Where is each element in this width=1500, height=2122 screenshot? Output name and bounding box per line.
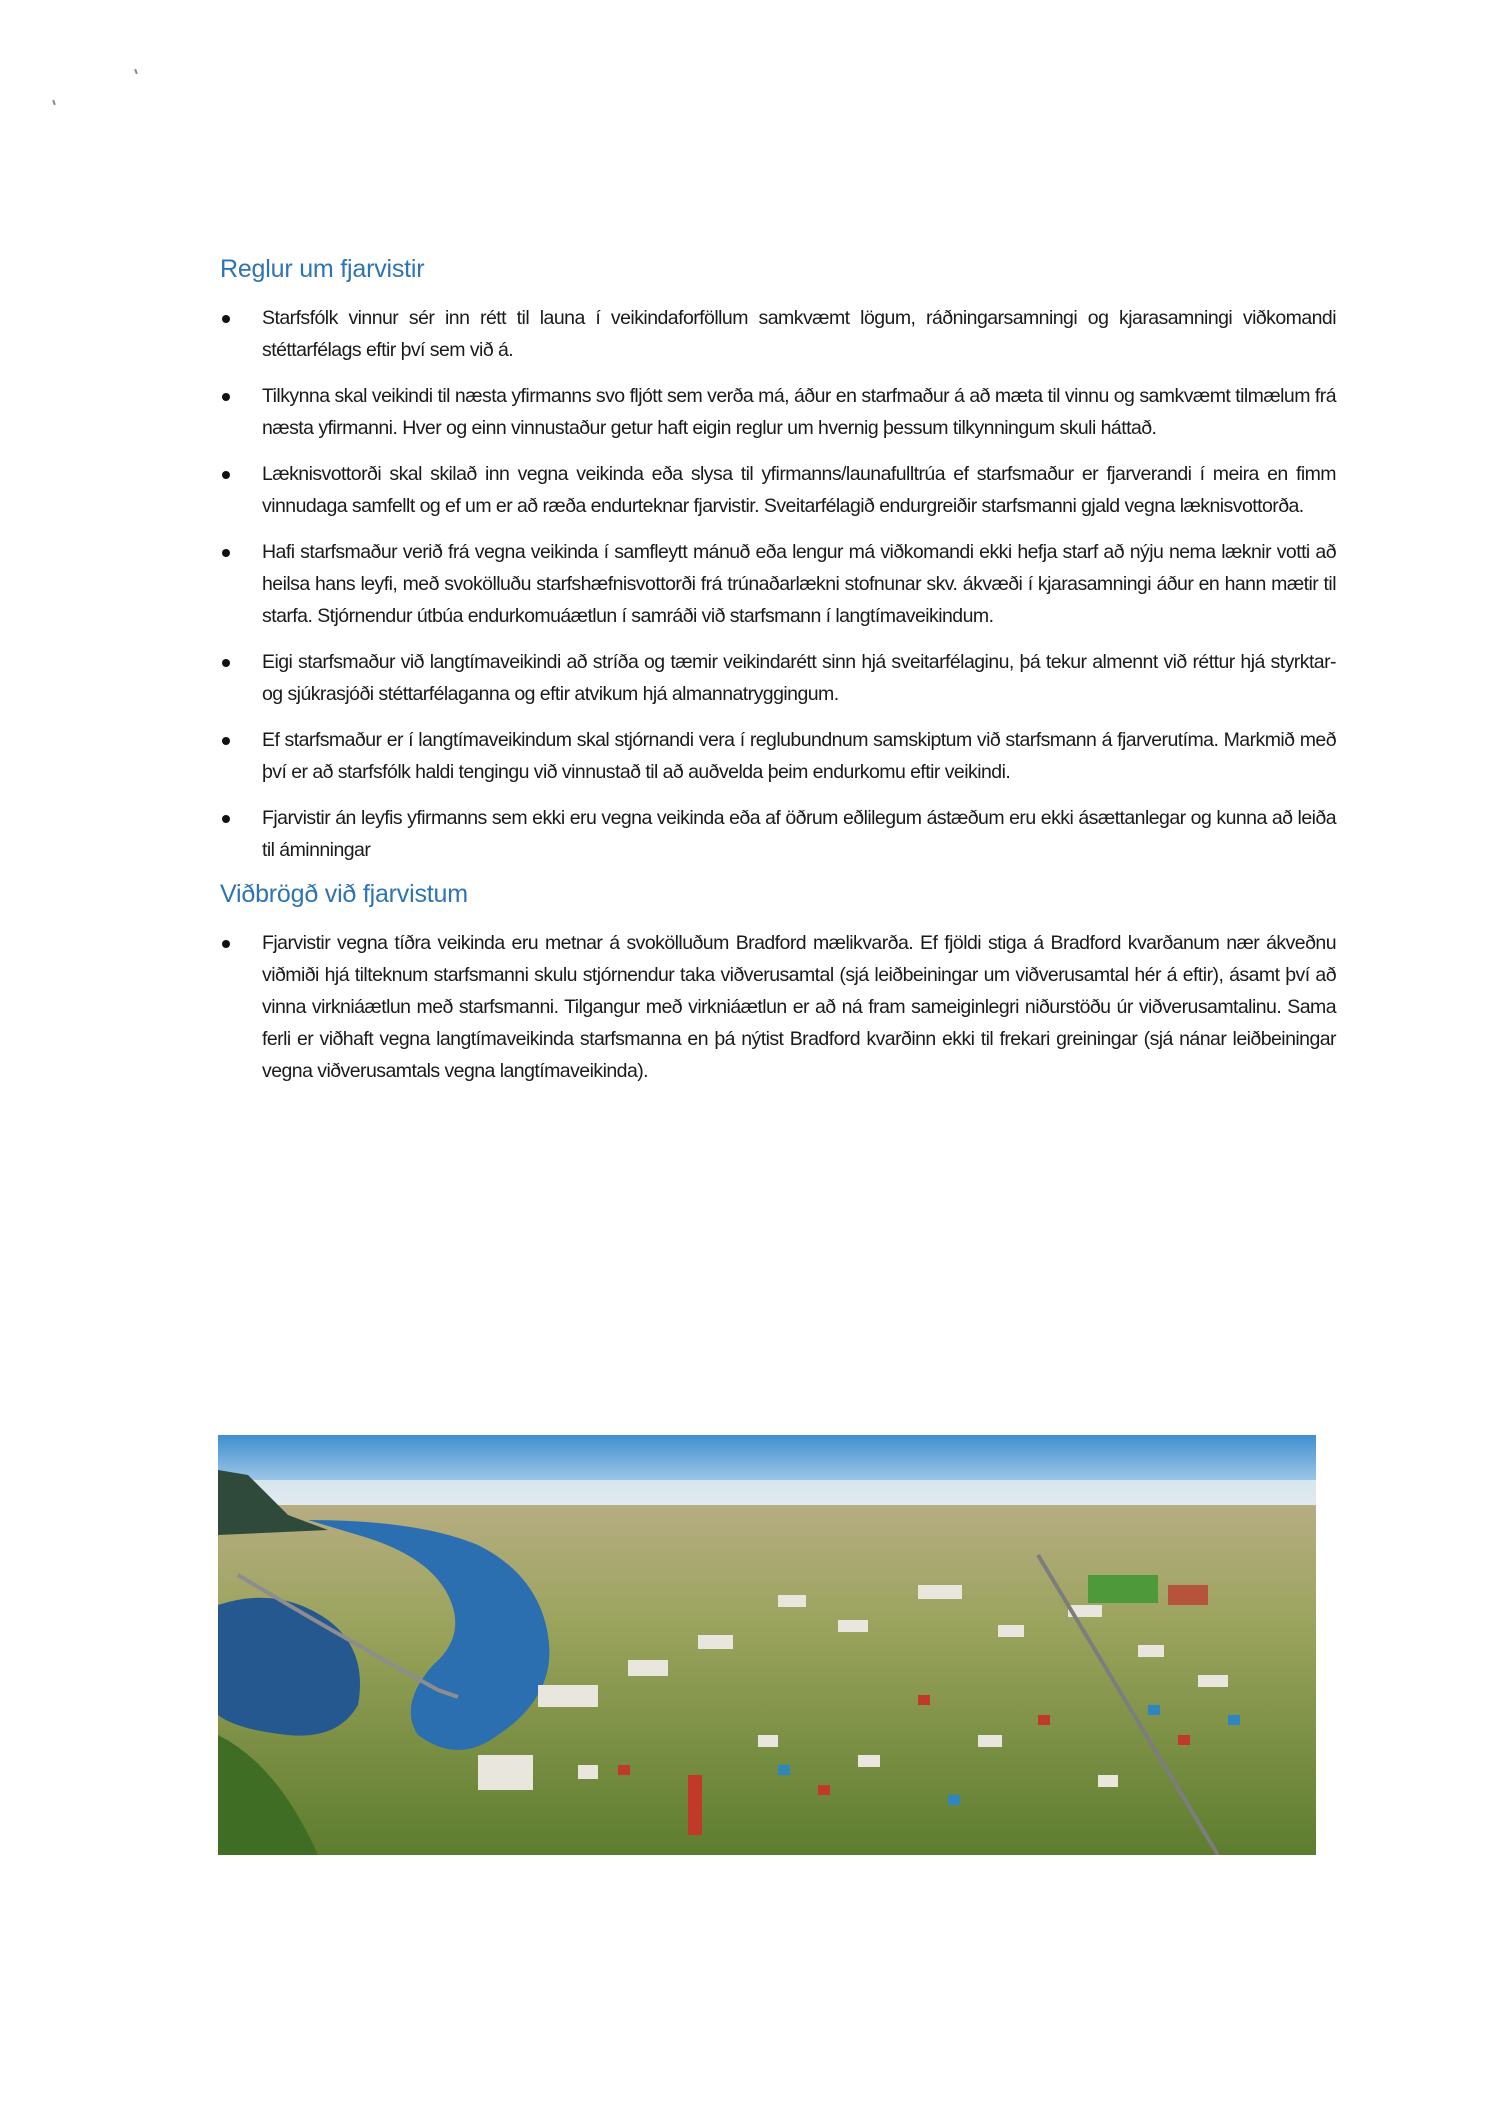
land xyxy=(218,1505,1316,1855)
section-absence-response xyxy=(218,880,1336,1087)
list-item-text: Starfsfólk vinnur sér inn rétt til launa í veikindaforföllum samkvæmt lögum, ráðningarsamningi og kjarasamningi viðkomandi stéttarfélags eftir því sem við á. xyxy=(262,307,1336,361)
bullet-list xyxy=(218,302,1336,866)
list-item xyxy=(218,302,1336,366)
bullet-icon xyxy=(222,737,230,745)
sports-field xyxy=(1088,1575,1158,1603)
running-track xyxy=(1168,1585,1208,1605)
list-item xyxy=(218,724,1336,788)
bullet-icon xyxy=(222,549,230,557)
list-item xyxy=(218,802,1336,866)
section-heading: Reglur um fjarvistir xyxy=(220,255,425,283)
list-item xyxy=(218,646,1336,710)
aerial-town-photo xyxy=(218,1435,1316,1855)
section-absence-rules xyxy=(218,255,1336,866)
scan-speck xyxy=(52,100,56,105)
section-heading: Viðbrögð við fjarvistum xyxy=(220,880,468,908)
bullet-icon xyxy=(222,940,230,948)
list-item xyxy=(218,380,1336,444)
list-item-text: Tilkynna skal veikindi til næsta yfirmanns svo fljótt sem verða má, áður en starfmaður á að mæta til vinnu og samkvæmt tilmælum frá næsta yfirmanni. Hver og einn vinnustaður getur haft eigin reglur um hvernig þessum tilkynningum skuli háttað. xyxy=(262,385,1336,439)
scan-speck xyxy=(134,69,138,74)
document-page xyxy=(218,255,1336,1101)
list-item-text: Eigi starfsmaður við langtímaveikindi að stríða og tæmir veikindarétt sinn hjá sveitarfélaginu, þá tekur almennt við réttur hjá styrktar- og sjúkrasjóði stéttarfélaganna og eftir atvikum hjá almannatryggingum. xyxy=(262,651,1336,705)
bullet-icon xyxy=(222,315,230,323)
bullet-icon xyxy=(222,815,230,823)
aerial-photo-illustration xyxy=(218,1435,1316,1855)
list-item xyxy=(218,927,1336,1087)
bullet-icon xyxy=(222,659,230,667)
list-item-text: Fjarvistir vegna tíðra veikinda eru metnar á svokölluðum Bradford mælikvarða. Ef fjöldi stiga á Bradford kvarðanum nær ákveðnu viðmiði hjá tilteknum starfsmanni skulu stjórnendur taka viðverusamtal (sjá leiðbeiningar um viðverusamtal hér á eftir), ásamt því að vinna virkniáætlun með starfsmanni. Tilgangur með virkniáætlun er að ná fram sameiginlegri niðurstöðu úr viðverusamtalinu. Sama ferli er viðhaft vegna langtímaveikinda starfsmanna en þá nýtist Bradford kvarðinn ekki til frekari greiningar (sjá nánar leiðbeiningar vegna viðverusamtals vegna langtímaveikinda). xyxy=(262,932,1336,1082)
list-item xyxy=(218,458,1336,522)
list-item-text: Ef starfsmaður er í langtímaveikindum skal stjórnandi vera í reglubundnum samskiptum við starfsmann á fjarverutíma. Markmið með því er að starfsfólk haldi tengingu við vinnustað til að auðvelda þeim endurkomu eftir veikindi. xyxy=(262,729,1336,783)
bullet-list xyxy=(218,927,1336,1087)
list-item-text: Læknisvottorði skal skilað inn vegna veikinda eða slysa til yfirmanns/launafulltrúa ef starfsmaður er fjarverandi í meira en fimm vinnudaga samfellt og ef um er að ræða endurteknar fjarvistir. Sveitarfélagið endurgreiðir starfsmanni gjald vegna læknisvottorða. xyxy=(262,463,1336,517)
list-item xyxy=(218,536,1336,632)
bullet-icon xyxy=(222,471,230,479)
bullet-icon xyxy=(222,393,230,401)
list-item-text: Fjarvistir án leyfis yfirmanns sem ekki eru vegna veikinda eða af öðrum eðlilegum ástæðum eru ekki ásættanlegar og kunna að leiða til áminningar xyxy=(262,807,1336,861)
list-item-text: Hafi starfsmaður verið frá vegna veikinda í samfleytt mánuð eða lengur má viðkomandi ekki hefja starf að nýju nema læknir votti að heilsa hans leyfi, með svokölluðu starfshæfnisvottorði frá trúnaðarlækni stofnunar skv. ákvæði í kjarasamningi áður en hann mætir til starfa. Stjórnendur útbúa endurkomuáætlun í samráði við starfsmann í langtímaveikindum. xyxy=(262,541,1336,627)
